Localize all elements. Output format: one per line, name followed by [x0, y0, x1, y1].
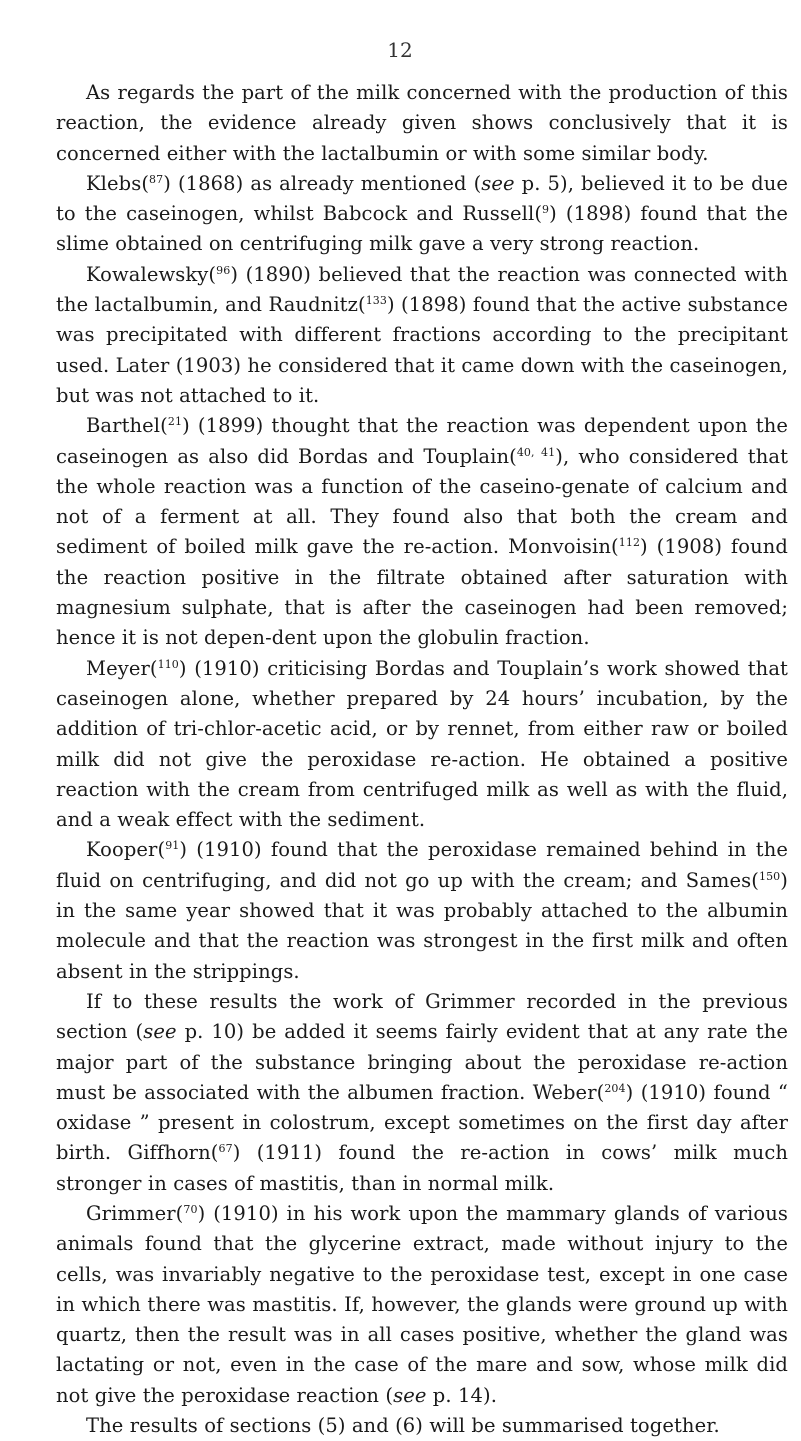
citation-ref: 133: [365, 294, 387, 308]
citation-ref: 150: [758, 869, 781, 883]
page-number: 12: [387, 38, 413, 62]
paragraph-text: ) (1910) found “ oxidase ” present in colostrum, except sometimes on the first day after birth. Giffhorn(: [56, 1080, 788, 1165]
italic-text: see: [481, 171, 515, 195]
citation-ref: 67: [218, 1142, 233, 1156]
paragraph-6: [56, 835, 788, 986]
paragraph-text: ) (1910) found that the peroxidase remained behind in the fluid on centrifuging, and did not go up with the cream; and Sames(: [56, 838, 788, 892]
paragraph-text: ) (1910) in his work upon the mammary glands of various animals found that the glycerine extract, made without injury to the cells, was invariably negative to the peroxidase test, except in one case in which there was mastitis. If, however, the glands were ground up with quartz, then the result was in all cases positive, whether the gland was lactating or not, even in the case of the mare and sow, whose milk did not give the peroxidase reaction (: [56, 1201, 788, 1407]
paragraph-text: ) (1898) found that the slime obtained on centrifuging milk gave a very strong reaction.: [56, 202, 788, 256]
paragraph-5: [56, 654, 788, 836]
citation-ref: 112: [618, 536, 641, 550]
paragraph-1: [56, 78, 788, 169]
citation-ref: 91: [165, 839, 180, 853]
paragraph-text: Klebs(: [86, 171, 150, 195]
paragraph-4: [56, 411, 788, 653]
paragraph-text: p. 5), believed it to be due to the caseinogen, whilst Babcock and Russell(: [56, 171, 788, 226]
citation-ref: 110: [157, 657, 179, 671]
paragraph-text: ) (1868) as already mentioned (: [163, 171, 482, 195]
paragraph-9: [56, 1411, 788, 1441]
paragraph-text: p. 10) be added it seems fairly evident that at any rate the major part of the substance bringing about the peroxidase re-action must be associated with the albumen fraction. Weber(: [56, 1020, 788, 1104]
paragraph-3: [56, 260, 788, 411]
citation-ref: 87: [149, 172, 164, 186]
citation-ref: 96: [216, 263, 231, 277]
paragraph-text: If to these results the work of Grimmer recorded in the previous section (: [56, 989, 788, 1044]
paragraph-text: ) (1898) found that the active substance was precipitated with different fractions according to the precipitant used. Later (1903) he considered that it came down with the caseinogen, but was not attached to it.: [56, 293, 789, 407]
citation-ref: 204: [604, 1081, 626, 1095]
paragraph-text: Kooper(: [86, 838, 166, 862]
citation-ref: 40, 41: [516, 445, 556, 459]
paragraph-8: [56, 1199, 788, 1411]
paragraph-text: p. 14).: [426, 1383, 497, 1407]
paragraph-text: ) in the same year showed that it was probably attached to the albumin molecule and that the reaction was strongest in the first milk and often absent in the strippings.: [56, 868, 788, 983]
citation-ref: 70: [183, 1202, 198, 1216]
paragraph-text: ) (1911) found the re-action in cows’ milk much stronger in cases of mastitis, than in normal milk.: [56, 1141, 789, 1195]
paragraph-text: The results of sections (5) and (6) will be summarised together.: [86, 1414, 720, 1438]
italic-text: see: [143, 1020, 177, 1044]
paragraph-text: ) (1908) found the reaction positive in the filtrate obtained after saturation with magnesium sulphate, that is after the caseinogen had been removed; hence it is not depen-dent upon the globulin fraction.: [56, 535, 788, 650]
paragraph-text: Kowalewsky(: [86, 262, 217, 286]
paragraph-text: ) (1899) thought that the reaction was dependent upon the caseinogen as also did Bordas and Touplain(: [56, 414, 788, 468]
paragraph-text: ) (1890) believed that the reaction was connected with the lactalbumin, and Raudnitz(: [56, 262, 788, 317]
paragraph-text: ) (1910) criticising Bordas and Touplain’s work showed that caseinogen alone, whether prepared by 24 hours’ incubation, by the addition of tri-chlor-acetic acid, or by rennet, from either raw or boiled milk did not give the peroxidase re-action. He obtained a positive reaction with the cream from centrifuged milk as well as with the fluid, and a weak effect with the sediment.: [56, 656, 788, 832]
paragraph-text: Grimmer(: [86, 1201, 184, 1225]
citation-ref: 21: [167, 415, 183, 429]
italic-text: see: [393, 1383, 427, 1407]
citation-ref: 9: [542, 203, 550, 217]
paragraph-text: Meyer(: [86, 656, 158, 680]
paragraph-text: ), who considered that the whole reaction was a function of the caseino-genate of calcium and not of a ferment at all. They found also that both the cream and sediment of boiled milk gave the re-action. Monvoisin(: [56, 444, 789, 559]
paragraph-text: As regards the part of the milk concerned with the production of this reaction, the evidence already given shows conclusively that it is concerned either with the lactalbumin or with some similar body.: [56, 81, 788, 165]
text-body: [56, 78, 788, 1441]
paragraph-text: Barthel(: [86, 414, 168, 438]
paragraph-7: [56, 987, 788, 1199]
paragraph-2: [56, 169, 788, 260]
